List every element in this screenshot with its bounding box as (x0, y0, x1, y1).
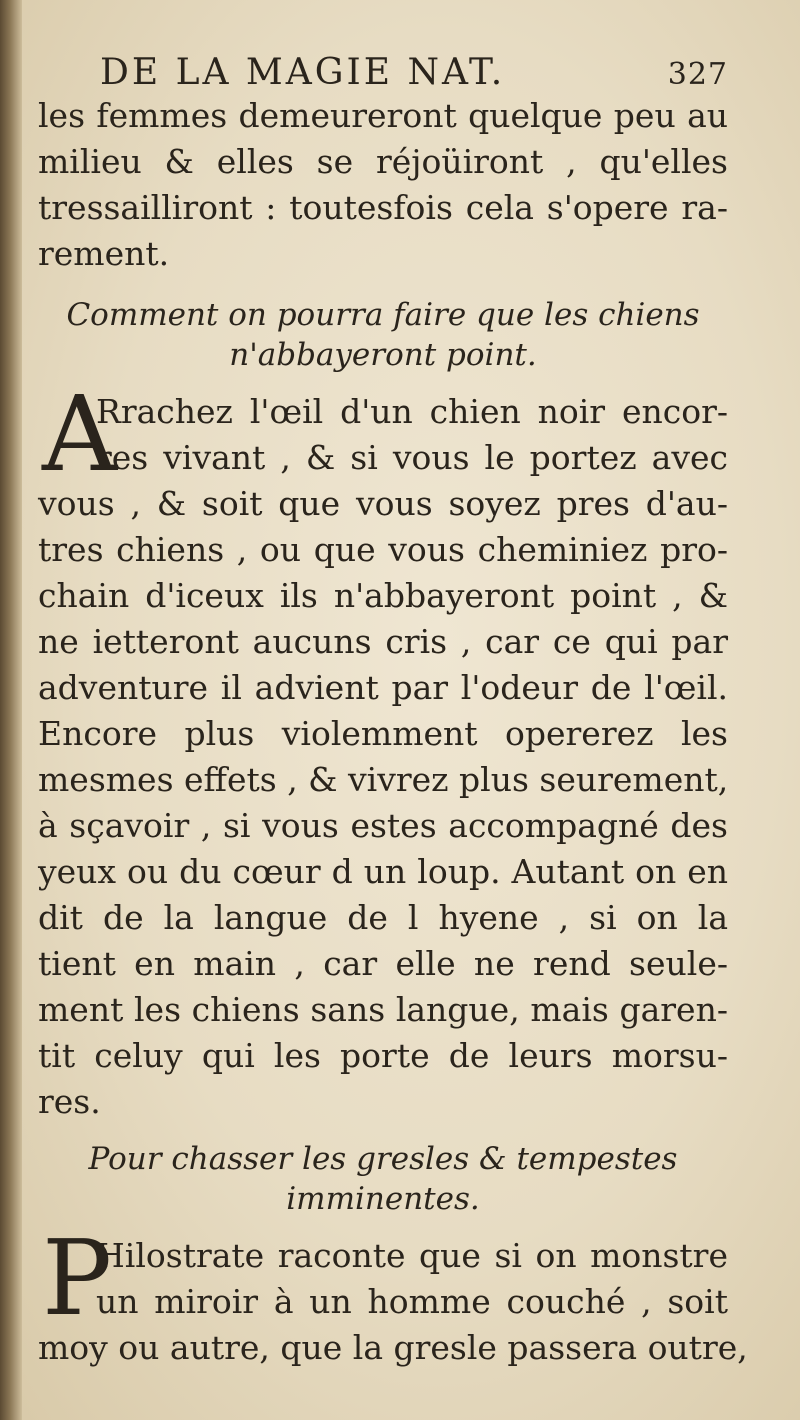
running-title: DE LA MAGIE NAT. (100, 52, 506, 93)
heading-line: Comment on pourra faire que les chiens (66, 297, 700, 333)
text-line: Encore plus violemment opererez les (38, 714, 728, 753)
heading-line: n'abbayeront point. (229, 337, 537, 373)
text-line: vous , & soit que vous soyez pres d'au- (38, 484, 728, 523)
drop-cap-letter: P (42, 1217, 112, 1339)
text-line: adventure il advient par l'odeur de l'œil. (38, 668, 728, 707)
text-line: Hilostrate raconte que si on monstre (96, 1236, 728, 1275)
text-line: les femmes demeureront quelque peu au (38, 96, 728, 135)
text-line: mesmes effets , & vivrez plus seurement, (38, 760, 729, 799)
text-line: tit celuy qui les porte de leurs morsu- (38, 1036, 728, 1075)
heading-line: Pour chasser les gresles & tempestes (88, 1141, 678, 1177)
text-line: yeux ou du cœur d un loup. Autant on en (38, 852, 728, 891)
text-line: chain d'iceux ils n'abbayeront point , & (38, 576, 728, 615)
running-header (100, 52, 728, 93)
text-line: à sçavoir , si vous estes accompagné des (38, 806, 728, 845)
text-line: res vivant , & si vous le portez avec (96, 438, 728, 477)
paragraph-continued (38, 93, 728, 277)
page-text-block (38, 52, 748, 1371)
text-line: ne ietteront aucuns cris , car ce qui par (38, 622, 728, 661)
text-line: un miroir à un homme couché , soit (96, 1282, 728, 1321)
book-gutter-shadow (0, 0, 22, 1420)
text-line: tres chiens , ou que vous cheminiez pro- (38, 530, 728, 569)
page-number: 327 (667, 57, 728, 92)
text-line: moy ou autre, que la gresle passera outre, (38, 1328, 748, 1367)
heading-line: imminentes. (286, 1181, 480, 1217)
text-line: ment les chiens sans langue, mais garen- (38, 990, 728, 1029)
text-line: tient en main , car elle ne rend seule- (38, 944, 728, 983)
paragraph-hail (38, 1217, 748, 1371)
text-line: res. (38, 1082, 101, 1121)
text-line: tressailliront : toutesfois cela s'opere ra- (38, 188, 728, 227)
section-heading-dogs (38, 295, 728, 375)
section-heading-hail (38, 1139, 728, 1219)
text-line: dit de la langue de l hyene , si on la (38, 898, 728, 937)
text-line: rement. (38, 234, 170, 273)
text-line: Rrachez l'œil d'un chien noir encor- (96, 392, 728, 431)
paragraph-dogs (38, 373, 729, 1125)
drop-cap-letter: A (42, 373, 118, 495)
text-line: milieu & elles se réjoüiront , qu'elles (38, 142, 728, 181)
